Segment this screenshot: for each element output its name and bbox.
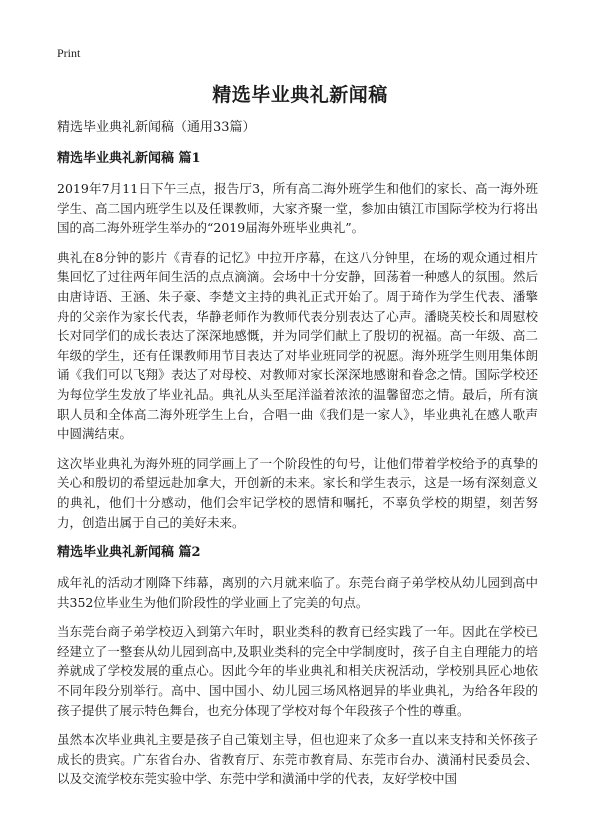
document-subtitle: 精选毕业典礼新闻稿（通用33篇） [57,120,256,135]
paragraph: 当东莞台商子弟学校迈入到第六年时，职业类科的教育已经实践了一年。因此在学校已经建立了一整套从幼儿园到高中,及职业类科的完全中学制度时，孩子自主自理能力的培养就成了学校发展的重点心。因此今年的毕业典礼和相关庆祝活动，学校别具匠心地依不同年段分别举行。高中、国中国小、幼儿园三场风格迥异的毕业典礼，为给各年段的孩子提供了展示特色舞台，也充分体现了学校对每个年段孩子个性的尊重。 [57,624,538,718]
section-heading: 精选毕业典礼新闻稿 篇2 [57,545,201,561]
paragraph: 2019年7月11日下午三点，报告厅3，所有高二海外班学生和他们的家长、高一海外班学生、高二国内班学生以及任课教师，大家齐聚一堂，参加由镇江市国际学校为行将出国的高二海外班学生举办的“2019届海外班毕业典礼”。 [57,181,538,236]
document-body [57,119,538,799]
paragraph: 虽然本次毕业典礼主要是孩子自己策划主导，但也迎来了众多一直以来支持和关怀孩子成长的贵宾。广东省台办、省教育厅、东莞市教育局、东莞市台办、潢涌村民委员会、以及交流学校东莞实验中学、东莞中学和潢涌中学的代表，友好学校中国 [57,732,538,787]
paragraph: 成年礼的活动才刚降下纬幕，离别的六月就来临了。东莞台商子弟学校从幼儿园到高中共352位毕业生为他们阶段性的学业画上了完美的句点。 [57,575,538,610]
section-heading: 精选毕业典礼新闻稿 篇1 [57,151,201,166]
print-link[interactable]: Print [57,46,81,60]
paragraph: 典礼在8分钟的影片《青春的记忆》中拉开序幕，在这八分钟里，在场的观众通过相片集回忆了过往两年间生活的点点滴滴。会场中十分安静，回荡着一种感人的氛围。然后由唐诗语、王涵、朱子豪、李楚文主持的典礼正式开始了。周于琦作为学生代表、潘擎舟的父亲作为家长代表，华静老师作为教师代表分别表达了心声。潘晓芙校长和周慰校长对同学们的成长表达了深深地感慨，并为同学们献上了殷切的祝福。高一年级、高二年级的学生，还有任课教师用节目表达了对毕业班同学的祝愿。海外班学生则用集体朗诵《我们可以飞翔》表达了对母校、对教师对家长深深地感谢和眷念之情。国际学校还为每位学生发放了毕业礼品。典礼从头至尾洋溢着浓浓的温馨留恋之情。最后，所有演职人员和全体高二海外班学生上台，合唱一曲《我们是一家人》，毕业典礼在感人歌声中圆满结束。 [57,249,538,442]
paragraph: 这次毕业典礼为海外班的同学画上了一个阶段性的句号，让他们带着学校给予的真挚的关心和殷切的希望远赴加拿大，开创新的未来。家长和学生表示，这是一场有深刻意义的典礼，他们十分感动，他们会牢记学校的恩情和嘱托，不辜负学校的期望，刻苦努力，创造出属于自己的美好未来。 [57,455,538,530]
document-title: 精选毕业典礼新闻稿 [212,84,388,106]
article-section-1 [57,150,538,532]
article-section-2 [57,544,538,789]
